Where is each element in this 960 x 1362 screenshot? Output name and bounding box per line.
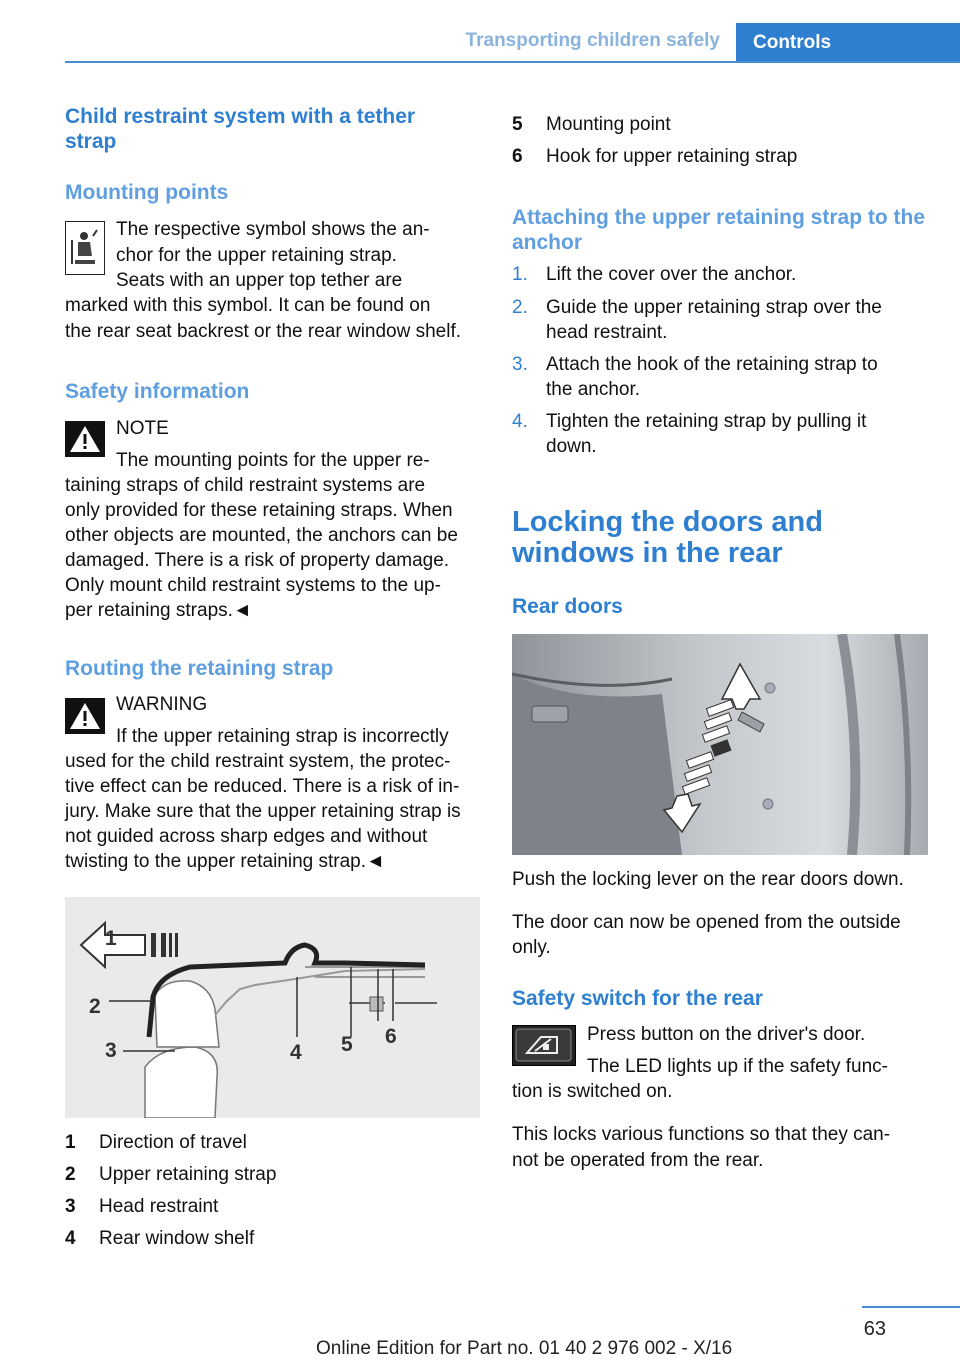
warning-triangle-icon — [65, 421, 105, 457]
figure-callout-4: 4 — [290, 1041, 302, 1064]
note-text-line: only provided for these retaining straps. When — [65, 500, 453, 521]
warning-text-line: tive effect can be reduced. There is a risk of in- — [65, 776, 460, 797]
legend-item — [65, 1162, 276, 1188]
mounting-text-line: Seats with an upper top tether are — [116, 270, 403, 291]
heading-locking-line-2: windows in the rear — [512, 537, 783, 569]
heading-rear-doors: Rear doors — [512, 595, 623, 618]
note-text-line: taining straps of child restraint systems are — [65, 475, 426, 496]
step-number: 1. — [512, 264, 528, 285]
figure-callout-6: 6 — [385, 1025, 397, 1048]
legend-item — [512, 112, 671, 138]
legend-number: 6 — [512, 146, 523, 167]
legend-item — [65, 1194, 218, 1220]
warning-text-line: jury. Make sure that the upper retaining strap is — [65, 801, 461, 822]
note-label: NOTE — [116, 418, 169, 439]
warning-text-line: not guided across sharp edges and without — [65, 826, 428, 847]
legend-number: 1 — [65, 1132, 76, 1153]
note-text-line: Only mount child restraint systems to the up- — [65, 575, 441, 596]
note-text-line: other objects are mounted, the anchors can be — [65, 525, 458, 546]
step-text-cont: head restraint. — [546, 322, 668, 343]
note-text-line: per retaining straps.◄ — [65, 600, 252, 621]
mounting-text-line: The respective symbol shows the an- — [116, 219, 430, 240]
heading-attach-strap: Attaching the upper retaining strap to the anchor — [512, 206, 926, 254]
legend-number: 4 — [65, 1228, 76, 1249]
heading-safety-switch: Safety switch for the rear — [512, 987, 763, 1010]
legend-number: 2 — [65, 1164, 76, 1185]
door-open-text-line: only. — [512, 937, 551, 958]
warning-text-line: used for the child restraint system, the protec- — [65, 751, 451, 772]
step-item — [512, 409, 866, 435]
legend-number: 5 — [512, 114, 523, 135]
legend-number: 3 — [65, 1196, 76, 1217]
child-seat-anchor-icon — [65, 221, 105, 275]
step-text-cont: the anchor. — [546, 379, 641, 400]
window-lock-switch-icon — [512, 1025, 576, 1066]
step-number: 4. — [512, 411, 528, 432]
led-text-line: tion is switched on. — [512, 1081, 673, 1102]
header-rule — [65, 61, 960, 63]
footer-edition: Online Edition for Part no. 01 40 2 976 002 - X/16 — [316, 1338, 733, 1359]
step-text: Tighten the retaining strap by pulling it — [546, 411, 867, 432]
legend-text: Mounting point — [546, 114, 671, 135]
heading-safety-information: Safety information — [65, 380, 250, 403]
header-chapter-tab: Controls — [736, 23, 960, 63]
step-item — [512, 352, 878, 378]
mounting-text-line: chor for the upper retaining strap. — [116, 245, 397, 266]
rear-door-lock-photo — [512, 634, 928, 855]
legend-text: Direction of travel — [99, 1132, 247, 1153]
warning-text-line: twisting to the upper retaining strap.◄ — [65, 851, 385, 872]
figure-callout-5: 5 — [341, 1033, 353, 1056]
locks-text-line: not be operated from the rear. — [512, 1150, 764, 1171]
led-text-line: The LED lights up if the safety func- — [587, 1056, 888, 1077]
header-section-title: Transporting children safely — [465, 30, 720, 51]
warning-triangle-icon — [65, 698, 105, 734]
heading-routing-strap: Routing the retaining strap — [65, 657, 334, 680]
step-text: Attach the hook of the retaining strap to — [546, 354, 878, 375]
warning-text-line: If the upper retaining strap is incorrectly — [116, 726, 449, 747]
figure-callout-2: 2 — [89, 995, 101, 1018]
mounting-text-line: marked with this symbol. It can be found on — [65, 295, 431, 316]
legend-item — [512, 144, 797, 170]
locks-text-line: This locks various functions so that they can- — [512, 1124, 891, 1145]
press-button-text: Press button on the driver's door. — [587, 1024, 866, 1045]
tether-routing-figure — [65, 897, 480, 1118]
note-text-line: The mounting points for the upper re- — [116, 450, 430, 471]
step-text: Lift the cover over the anchor. — [546, 264, 797, 285]
page-number: 63 — [863, 1318, 886, 1340]
heading-mounting-points: Mounting points — [65, 181, 229, 204]
heading-tether-strap: Child restraint system with a tether strap — [65, 105, 416, 153]
footer-rule — [862, 1306, 960, 1308]
legend-text: Rear window shelf — [99, 1228, 255, 1249]
legend-item — [65, 1226, 254, 1252]
legend-item — [65, 1130, 247, 1156]
step-item — [512, 262, 796, 288]
legend-text: Upper retaining strap — [99, 1164, 277, 1185]
push-lever-text: Push the locking lever on the rear doors down. — [512, 869, 904, 890]
door-open-text-line: The door can now be opened from the outside — [512, 912, 901, 933]
step-number: 2. — [512, 297, 528, 318]
step-number: 3. — [512, 354, 528, 375]
heading-locking-line-1: Locking the doors and — [512, 506, 823, 538]
mounting-text-line: the rear seat backrest or the rear window shelf. — [65, 321, 462, 342]
step-text: Guide the upper retaining strap over the — [546, 297, 882, 318]
note-text-line: damaged. There is a risk of property damage. — [65, 550, 450, 571]
legend-text: Head restraint — [99, 1196, 219, 1217]
figure-callout-3: 3 — [105, 1039, 117, 1062]
legend-text: Hook for upper retaining strap — [546, 146, 798, 167]
step-text-cont: down. — [546, 436, 597, 457]
step-item — [512, 295, 882, 321]
figure-callout-1: 1 — [105, 927, 117, 950]
warning-label: WARNING — [116, 694, 208, 715]
